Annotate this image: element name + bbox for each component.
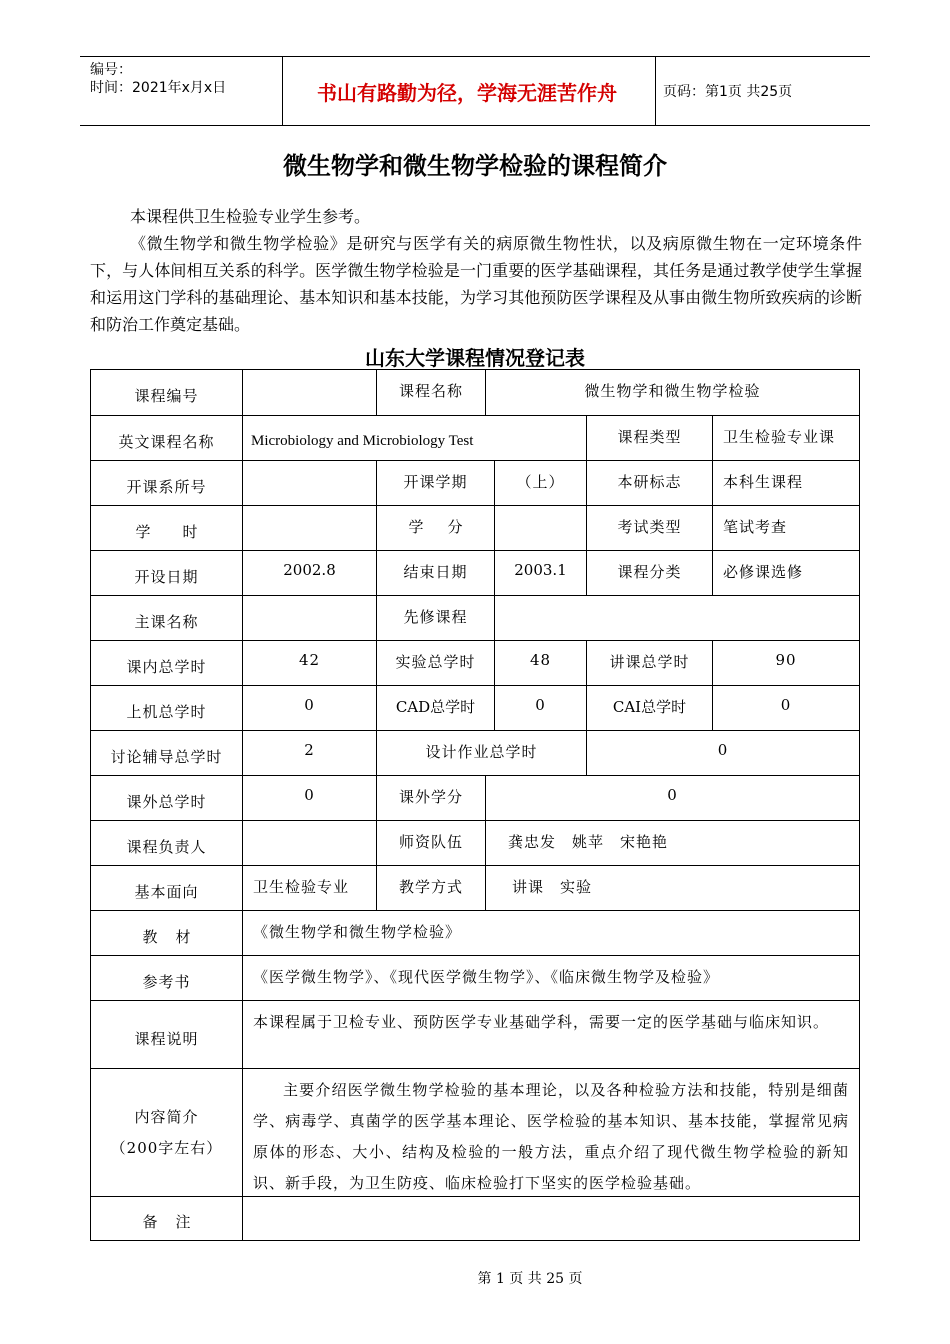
summary-sub-label: （200字左右） — [110, 1139, 223, 1157]
label-cell: 开课学期 — [376, 461, 494, 506]
header-motto: 书山有路勤为径，学海无涯苦作舟 — [317, 80, 617, 105]
label-cell: 课程编号 — [134, 387, 199, 405]
table-row — [91, 820, 859, 866]
label-cell: CAI总学时 — [586, 686, 712, 731]
table-row — [91, 775, 859, 821]
label-cell: 设计作业总学时 — [376, 731, 586, 776]
doc-number: 编号： — [90, 62, 132, 78]
table-row — [91, 685, 859, 731]
value-cell: （上） — [494, 461, 586, 506]
label-cell: 考试类型 — [586, 506, 712, 551]
summary-label: 内容简介 — [134, 1108, 199, 1126]
value-cell — [494, 596, 859, 641]
label-cell: 参考书 — [142, 973, 191, 991]
label-cell: 主课名称 — [134, 613, 199, 631]
value-cell: 0 — [242, 776, 376, 821]
value-cell: 讲课 实验 — [485, 866, 859, 911]
value-cell: 0 — [712, 686, 859, 731]
table-row — [91, 550, 859, 596]
value-cell — [242, 1197, 859, 1240]
value-cell: 本科生课程 — [712, 461, 859, 506]
label-cell: 课程分类 — [586, 551, 712, 596]
label-cell: 讨论辅导总学时 — [110, 748, 223, 766]
label-cell: 结束日期 — [376, 551, 494, 596]
value-cell: 2002.8 — [242, 551, 376, 596]
value-cell: 卫生检验专业课 — [712, 416, 859, 461]
label-cell: 学分 — [376, 506, 494, 551]
header-page-info: 页码：第1页 共25页 — [663, 84, 793, 100]
table-row — [91, 1196, 859, 1240]
label-cell: CAD总学时 — [376, 686, 494, 731]
table-row — [91, 1068, 859, 1197]
label-cell: 学时 — [135, 523, 230, 541]
intro-paragraph: 《微生物学和微生物学检验》是研究与医学有关的病原微生物性状，以及病原微生物在一定环境条件下，与人体间相互关系的科学。医学微生物学检验是一门重要的医学基础课程，其任务是通过教学使学生掌握和运用这门学科的基础理论、基本知识和基本技能，为学习其他预防医学课程及从事由微生物所致疾病的诊断和防治工作奠定基础。 — [90, 234, 862, 334]
value-cell: 0 — [485, 776, 859, 821]
table-row — [91, 370, 859, 415]
label-cell: 基本面向 — [134, 883, 199, 901]
label-cell — [91, 1069, 242, 1197]
value-cell: 龚忠发 姚苹 宋艳艳 — [485, 821, 859, 866]
label-cell: 先修课程 — [376, 596, 494, 641]
label-cell: 本研标志 — [586, 461, 712, 506]
value-cell — [494, 506, 586, 551]
value-cell — [242, 506, 376, 551]
table-row — [91, 730, 859, 776]
label-cell: 课外学分 — [376, 776, 485, 821]
value-cell: 0 — [242, 686, 376, 731]
value-cell: 微生物学和微生物学检验 — [485, 370, 859, 415]
label-cell: 上机总学时 — [126, 703, 207, 721]
label-cell: 英文课程名称 — [118, 433, 215, 451]
value-cell: 0 — [494, 686, 586, 731]
table-row — [91, 865, 859, 911]
table-row — [91, 505, 859, 551]
table-row — [91, 460, 859, 506]
value-cell: 《微生物学和微生物学检验》 — [242, 911, 859, 956]
value-cell: 2 — [242, 731, 376, 776]
value-cell: 48 — [494, 641, 586, 686]
label-cell: 师资队伍 — [376, 821, 485, 866]
label-cell: 开设日期 — [134, 568, 199, 586]
intro-section — [90, 203, 862, 338]
value-cell: 主要介绍医学微生物学检验的基本理论，以及各种检验方法和技能，特别是细菌学、病毒学、真菌学的医学基本理论、医学检验的基本知识、基本技能，掌握常见病原体的形态、大小、结构及检验的一般方法，重点介绍了现代微生物学检验的新知识、新手段，为卫生防疫、临床检验打下坚实的医学检验基础。 — [242, 1069, 859, 1197]
label-cell: 课外总学时 — [126, 793, 207, 811]
value-cell: 《医学微生物学》、《现代医学微生物学》、《临床微生物学及检验》 — [242, 956, 859, 1001]
value-cell: Microbiology and Microbiology Test — [242, 416, 586, 461]
value-cell — [242, 370, 376, 415]
table-row — [91, 595, 859, 641]
course-registration-table — [90, 369, 860, 1241]
label-cell: 课程名称 — [376, 370, 485, 415]
table-title: 山东大学课程情况登记表 — [365, 346, 585, 370]
table-row — [91, 640, 859, 686]
doc-time: 时间：2021年x月x日 — [90, 80, 227, 96]
table-row — [91, 1000, 859, 1069]
page-header — [80, 56, 870, 126]
label-cell: 课程负责人 — [126, 838, 207, 856]
value-cell — [242, 461, 376, 506]
value-cell: 0 — [586, 731, 859, 776]
label-cell: 实验总学时 — [376, 641, 494, 686]
value-cell: 必修课选修 — [712, 551, 859, 596]
table-row — [91, 910, 859, 956]
header-meta — [90, 61, 226, 97]
document-title: 微生物学和微生物学检验的课程简介 — [283, 152, 667, 180]
label-cell: 课程说明 — [134, 1029, 199, 1048]
value-cell — [242, 596, 376, 641]
table-row — [91, 415, 859, 461]
label-cell: 课程类型 — [586, 416, 712, 461]
label-cell: 课内总学时 — [126, 658, 207, 676]
label-cell: 教学方式 — [376, 866, 485, 911]
label-cell: 教材 — [142, 928, 209, 946]
label-cell: 备注 — [142, 1213, 209, 1231]
value-cell: 2003.1 — [494, 551, 586, 596]
value-cell: 卫生检验专业 — [242, 866, 376, 911]
value-cell: 本课程属于卫检专业、预防医学专业基础学科，需要一定的医学基础与临床知识。 — [242, 1001, 859, 1069]
label-cell: 开课系所号 — [126, 478, 207, 496]
table-row — [91, 955, 859, 1001]
value-cell — [242, 821, 376, 866]
intro-paragraph: 本课程供卫生检验专业学生参考。 — [130, 207, 371, 226]
value-cell: 笔试考查 — [712, 506, 859, 551]
label-cell: 讲课总学时 — [586, 641, 712, 686]
value-cell: 42 — [242, 641, 376, 686]
page-footer: 第 1 页 共 25 页 — [477, 1271, 583, 1287]
value-cell: 90 — [712, 641, 859, 686]
